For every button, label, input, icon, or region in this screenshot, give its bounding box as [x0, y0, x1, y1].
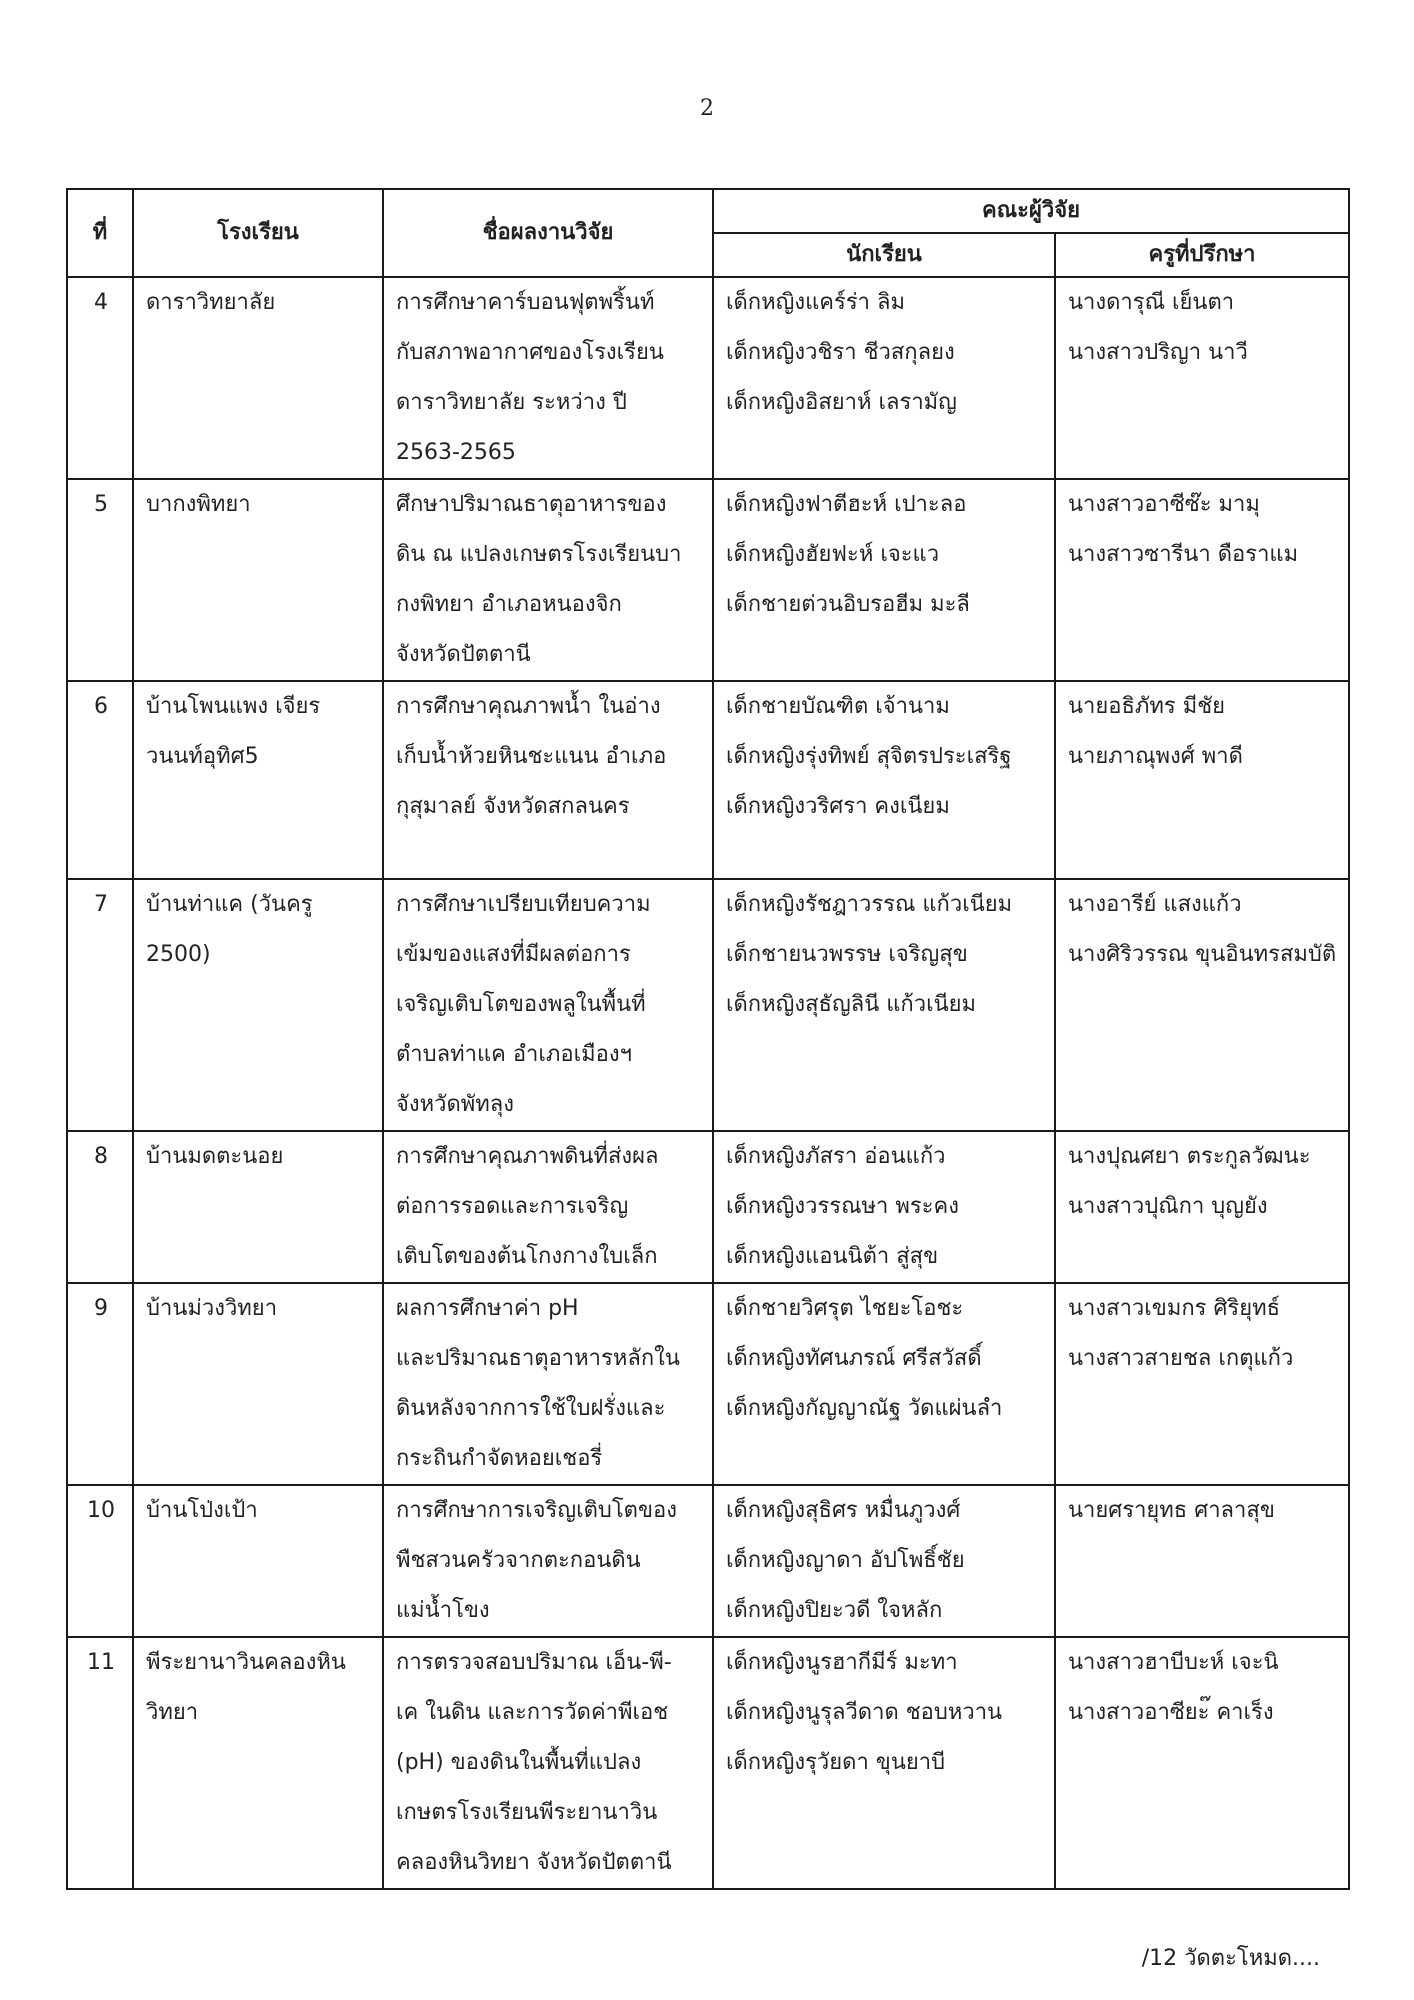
table-header	[67, 189, 1349, 277]
advisor-list	[1055, 479, 1349, 681]
student-list	[713, 1131, 1055, 1283]
school-name	[133, 1283, 383, 1485]
school-name	[133, 277, 383, 479]
student-list-line: เด็กหญิงภัสรา อ่อนแก้ว	[726, 1144, 946, 1169]
school-name-line: บ้านท่าแค (วันครู	[146, 892, 313, 917]
row-number: 8	[67, 1131, 133, 1283]
research-title-line: ต่อการรอดและการเจริญ	[396, 1194, 629, 1219]
school-name	[133, 681, 383, 879]
student-list-line: เด็กหญิงรุ่งทิพย์ สุจิตรประเสริฐ	[726, 744, 1012, 769]
row-number: 11	[67, 1637, 133, 1889]
school-name-line: ดาราวิทยาลัย	[146, 290, 276, 315]
student-list-line: เด็กหญิงวริศรา คงเนียม	[726, 794, 950, 819]
row-number: 7	[67, 879, 133, 1131]
table-row	[67, 1131, 1349, 1283]
student-list-line: เด็กชายต่วนอิบรอฮีม มะลี	[726, 592, 970, 617]
student-list	[713, 277, 1055, 479]
header-school: โรงเรียน	[133, 189, 383, 277]
advisor-list-line: นางศิริวรรณ ขุนอินทรสมบัติ	[1068, 942, 1337, 967]
row-number: 6	[67, 681, 133, 879]
school-name-line: บ้านม่วงวิทยา	[146, 1296, 278, 1321]
table-body	[67, 277, 1349, 1889]
student-list	[713, 1485, 1055, 1637]
student-list	[713, 1283, 1055, 1485]
school-name	[133, 879, 383, 1131]
row-number: 5	[67, 479, 133, 681]
table-row	[67, 1283, 1349, 1485]
advisor-list-line: นางสาวสายชล เกตุแก้ว	[1068, 1346, 1294, 1371]
research-title	[383, 681, 713, 879]
school-name	[133, 1637, 383, 1889]
research-title	[383, 879, 713, 1131]
research-title	[383, 1485, 713, 1637]
table-row	[67, 879, 1349, 1131]
advisor-list-line: นายศรายุทธ ศาลาสุข	[1068, 1498, 1275, 1523]
research-title-line: ศึกษาปริมาณธาตุอาหารของ	[396, 492, 667, 517]
research-title-line: จังหวัดปัตตานี	[396, 642, 531, 667]
research-title	[383, 1637, 713, 1889]
table-row	[67, 1485, 1349, 1637]
advisor-list	[1055, 1637, 1349, 1889]
advisor-list-line: นางสาวฮาบีบะห์ เจะนิ	[1068, 1650, 1279, 1675]
advisor-list-line: นางอารีย์ แสงแก้ว	[1068, 892, 1242, 917]
student-list	[713, 681, 1055, 879]
advisor-list	[1055, 1283, 1349, 1485]
row-number: 10	[67, 1485, 133, 1637]
advisor-list	[1055, 1485, 1349, 1637]
research-title-line: การศึกษาคาร์บอนฟุตพริ้นท์	[396, 290, 655, 315]
research-title	[383, 479, 713, 681]
research-title-line: เติบโตของต้นโกงกางใบเล็ก	[396, 1244, 658, 1269]
research-title-line: คลองหินวิทยา จังหวัดปัตตานี	[396, 1850, 672, 1875]
advisor-list-line: นายอธิภัทร มีชัย	[1068, 694, 1226, 719]
research-title-line: การศึกษาคุณภาพน้ำ ในอ่าง	[396, 694, 661, 719]
student-list-line: เด็กหญิงแคร์ร่า ลิม	[726, 290, 905, 315]
advisor-list-line: นางสาวปริญา นาวี	[1068, 340, 1248, 365]
student-list-line: เด็กหญิงอิสยาห์ เลรามัญ	[726, 390, 957, 415]
student-list-line: เด็กหญิงสุธิศร หมื่นภูวงศ์	[726, 1498, 961, 1523]
header-title: ชื่อผลงานวิจัย	[383, 189, 713, 277]
research-title-line: การศึกษาคุณภาพดินที่ส่งผล	[396, 1144, 659, 1169]
school-name-line: บากงพิทยา	[146, 492, 251, 517]
header-students: นักเรียน	[713, 233, 1055, 277]
research-title-line: การศึกษาการเจริญเติบโตของ	[396, 1498, 677, 1523]
research-title-line: พืชสวนครัวจากตะกอนดิน	[396, 1548, 641, 1573]
student-list-line: เด็กหญิงกัญญาณัฐ วัดแผ่นลำ	[726, 1396, 1003, 1421]
student-list-line: เด็กหญิงสุธัญลินี แก้วเนียม	[726, 992, 977, 1017]
school-name	[133, 1131, 383, 1283]
student-list	[713, 1637, 1055, 1889]
advisor-list-line: นางดารุณี เย็นตา	[1068, 290, 1235, 315]
student-list-line: เด็กหญิงทัศนภรณ์ ศรีสวัสดิ์	[726, 1346, 982, 1371]
student-list	[713, 879, 1055, 1131]
student-list-line: เด็กหญิงรัชฎาวรรณ แก้วเนียม	[726, 892, 1013, 917]
school-name	[133, 479, 383, 681]
page-number: 2	[700, 96, 714, 121]
table-row	[67, 681, 1349, 879]
research-title-line: แม่น้ำโขง	[396, 1598, 490, 1623]
student-list-line: เด็กชายวิศรุต ไชยะโอชะ	[726, 1296, 964, 1321]
school-name-line: บ้านโพนแพง เจียร	[146, 694, 321, 719]
table-row	[67, 277, 1349, 479]
student-list-line: เด็กหญิงปิยะวดี ใจหลัก	[726, 1598, 943, 1623]
school-name-line: พีระยานาวินคลองหิน	[146, 1650, 346, 1675]
research-title-line: ดินหลังจากการใช้ใบฝรั่งและ	[396, 1396, 666, 1421]
student-list-line: เด็กหญิงแอนนิต้า สู่สุข	[726, 1244, 939, 1269]
research-title-line: ตำบลท่าแค อำเภอเมืองฯ	[396, 1042, 632, 1067]
advisor-list	[1055, 1131, 1349, 1283]
header-no: ที่	[67, 189, 133, 277]
header-research-team: คณะผู้วิจัย	[713, 189, 1349, 233]
continuation-note: /12 วัดตะโหมด....	[1141, 1946, 1320, 1971]
student-list-line: เด็กหญิงฟาตีฮะห์ เปาะลอ	[726, 492, 967, 517]
research-title-line: กระถินกำจัดหอยเชอรี่	[396, 1446, 603, 1471]
school-name	[133, 1485, 383, 1637]
research-title-line: (pH) ของดินในพื้นที่แปลง	[396, 1750, 642, 1775]
advisor-list-line: นางสาวเขมกร ศิริยุทธ์	[1068, 1296, 1281, 1321]
row-number: 4	[67, 277, 133, 479]
advisor-list	[1055, 277, 1349, 479]
research-table	[66, 188, 1350, 1890]
research-title-line: ดิน ณ แปลงเกษตรโรงเรียนบา	[396, 542, 682, 567]
research-title-line: เก็บน้ำห้วยหินชะแนน อำเภอ	[396, 744, 667, 769]
student-list	[713, 479, 1055, 681]
research-title	[383, 1283, 713, 1485]
research-title-line: ผลการศึกษาค่า pH	[396, 1296, 579, 1321]
research-title-line: 2563-2565	[396, 440, 516, 465]
research-title-line: การศึกษาเปรียบเทียบความ	[396, 892, 651, 917]
school-name-line: วิทยา	[146, 1700, 199, 1725]
school-name-line: บ้านโป่งเป้า	[146, 1498, 258, 1523]
student-list-line: เด็กหญิงนูรฮากีมีร์ มะทา	[726, 1650, 958, 1675]
row-number: 9	[67, 1283, 133, 1485]
research-title-line: เกษตรโรงเรียนพีระยานาวิน	[396, 1800, 658, 1825]
advisor-list-line: นางสาวอาซีซ๊ะ มามุ	[1068, 492, 1260, 517]
student-list-line: เด็กชายนวพรรษ เจริญสุข	[726, 942, 968, 967]
advisor-list-line: นายภาณุพงศ์ พาดี	[1068, 744, 1243, 769]
table-row	[67, 479, 1349, 681]
school-name-line: 2500)	[146, 942, 211, 967]
student-list-line: เด็กหญิงฮัยฟะห์ เจะแว	[726, 542, 940, 567]
advisor-list	[1055, 681, 1349, 879]
advisor-list	[1055, 879, 1349, 1131]
research-title-line: จังหวัดพัทลุง	[396, 1092, 515, 1117]
student-list-line: เด็กหญิงรุวัยดา ขุนยาบี	[726, 1750, 946, 1775]
research-title-line: กับสภาพอากาศของโรงเรียน	[396, 340, 664, 365]
advisor-list-line: นางสาวปุณิกา บุญยัง	[1068, 1194, 1268, 1219]
student-list-line: เด็กหญิงวรรณษา พระคง	[726, 1194, 959, 1219]
research-title-line: เข้มของแสงที่มีผลต่อการ	[396, 942, 631, 967]
research-title	[383, 1131, 713, 1283]
student-list-line: เด็กหญิงนูรุลวีดาด ชอบหวาน	[726, 1700, 1003, 1725]
research-title-line: การตรวจสอบปริมาณ เอ็น-พี-	[396, 1650, 672, 1675]
research-title-line: เค ในดิน และการวัดค่าพีเอช	[396, 1700, 669, 1725]
student-list-line: เด็กชายบัณฑิต เจ้านาม	[726, 694, 950, 719]
research-title	[383, 277, 713, 479]
research-title-line: และปริมาณธาตุอาหารหลักใน	[396, 1346, 680, 1371]
student-list-line: เด็กหญิงญาดา อัปโพธิ์ชัย	[726, 1548, 965, 1573]
table-row	[67, 1637, 1349, 1889]
advisor-list-line: นางสาวซารีนา ดือราแม	[1068, 542, 1299, 567]
research-title-line: กุสุมาลย์ จังหวัดสกลนคร	[396, 794, 630, 819]
school-name-line: วนนท์อุทิศ5	[146, 744, 259, 769]
research-title-line: กงพิทยา อำเภอหนองจิก	[396, 592, 622, 617]
school-name-line: บ้านมดตะนอย	[146, 1144, 284, 1169]
student-list-line: เด็กหญิงวชิรา ชีวสกุลยง	[726, 340, 955, 365]
research-title-line: เจริญเติบโตของพลูในพื้นที่	[396, 992, 646, 1017]
header-advisors: ครูที่ปรึกษา	[1055, 233, 1349, 277]
advisor-list-line: นางสาวอาซียะ๊ คาเร็ง	[1068, 1700, 1274, 1725]
advisor-list-line: นางปุณศยา ตระกูลวัฒนะ	[1068, 1144, 1311, 1169]
research-title-line: ดาราวิทยาลัย ระหว่าง ปี	[396, 390, 627, 415]
